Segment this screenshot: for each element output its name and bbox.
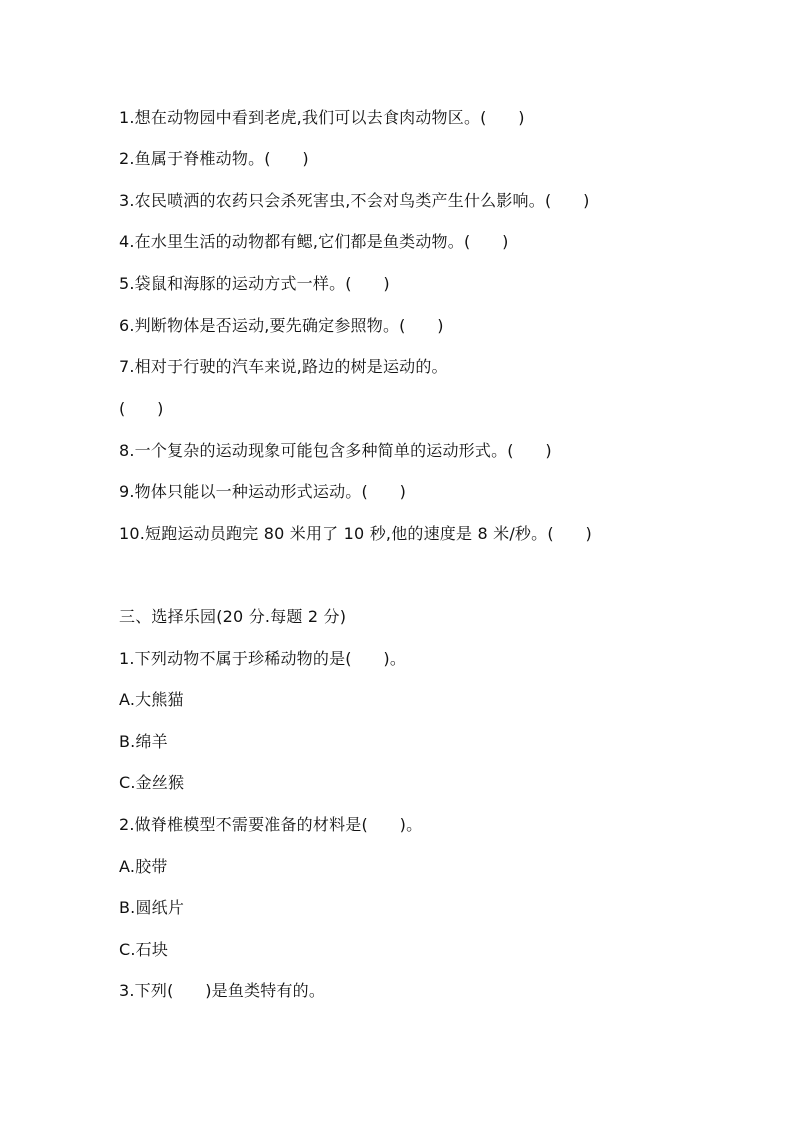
judgement-item-4: 4.在水里生活的动物都有鳃,它们都是鱼类动物。( )	[119, 232, 509, 251]
judgement-item-10: 10.短跑运动员跑完 80 米用了 10 秒,他的速度是 8 米/秒。( )	[119, 524, 592, 543]
judgement-item-3: 3.农民喷洒的农药只会杀死害虫,不会对鸟类产生什么影响。( )	[119, 191, 590, 210]
choice-option-1b: B.绵羊	[119, 732, 168, 751]
judgement-item-2: 2.鱼属于脊椎动物。( )	[119, 149, 309, 168]
choice-option-1a: A.大熊猫	[119, 690, 184, 709]
choice-question-1: 1.下列动物不属于珍稀动物的是( )。	[119, 649, 407, 668]
choice-option-2a: A.胶带	[119, 857, 168, 876]
judgement-item-6: 6.判断物体是否运动,要先确定参照物。( )	[119, 316, 444, 335]
judgement-item-5: 5.袋鼠和海豚的运动方式一样。( )	[119, 274, 390, 293]
choice-option-1c: C.金丝猴	[119, 773, 185, 792]
judgement-item-9: 9.物体只能以一种运动形式运动。( )	[119, 482, 407, 501]
choice-option-2b: B.圆纸片	[119, 898, 185, 917]
judgement-item-1: 1.想在动物园中看到老虎,我们可以去食肉动物区。( )	[119, 108, 525, 127]
choice-question-3: 3.下列( )是鱼类特有的。	[119, 981, 326, 1000]
judgement-item-7-blank: ( )	[119, 399, 164, 418]
judgement-item-7: 7.相对于行驶的汽车来说,路边的树是运动的。	[119, 357, 448, 376]
judgement-item-8: 8.一个复杂的运动现象可能包含多种简单的运动形式。( )	[119, 441, 552, 460]
section-title: 三、选择乐园(20 分.每题 2 分)	[119, 607, 347, 626]
choice-question-2: 2.做脊椎模型不需要准备的材料是( )。	[119, 815, 423, 834]
choice-option-2c: C.石块	[119, 940, 169, 959]
